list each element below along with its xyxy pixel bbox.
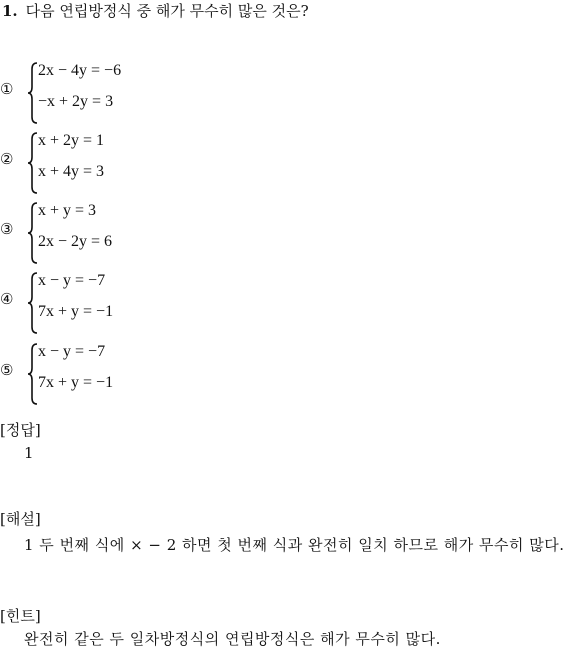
question-text: 다음 연립방정식 중 해가 무수히 많은 것은? [25,2,309,20]
equation-1: 2x − 4y = −6 [38,62,122,79]
equation-2: x + 4y = 3 [38,163,105,180]
equation-1: x + 2y = 1 [38,132,105,149]
equation-1: x + y = 3 [38,202,97,219]
explanation-label: [해설] [0,510,41,528]
equation-1: x − y = −7 [38,343,106,360]
hint-text: 완전히 같은 두 일차방정식의 연립방정식은 해가 무수히 많다. [24,630,441,648]
question-title [2,0,309,22]
choice-marker: ③ [0,220,14,238]
equation-2: 7x + y = −1 [38,303,114,320]
choice-2[interactable] [0,131,300,195]
answer-label: [정답] [0,421,41,439]
question-number: 1. [2,2,18,20]
choice-4[interactable] [0,271,300,335]
choice-5[interactable] [0,342,300,406]
equation-1: x − y = −7 [38,272,106,289]
equation-2: 7x + y = −1 [38,374,114,391]
explanation-text: 1 두 번째 식에 × − 2 하면 첫 번째 식과 완전히 일치 하므로 해가 무수히 많다. [24,536,565,554]
choice-marker: ⑤ [0,361,14,379]
answer-value: 1 [24,444,34,462]
equation-2: 2x − 2y = 6 [38,233,113,250]
choice-1[interactable] [0,61,300,125]
choice-marker: ① [0,80,14,98]
choice-3[interactable] [0,201,300,265]
choice-marker: ② [0,150,14,168]
equation-2: −x + 2y = 3 [38,93,114,110]
hint-label: [힌트] [0,607,41,625]
choice-marker: ④ [0,290,14,308]
